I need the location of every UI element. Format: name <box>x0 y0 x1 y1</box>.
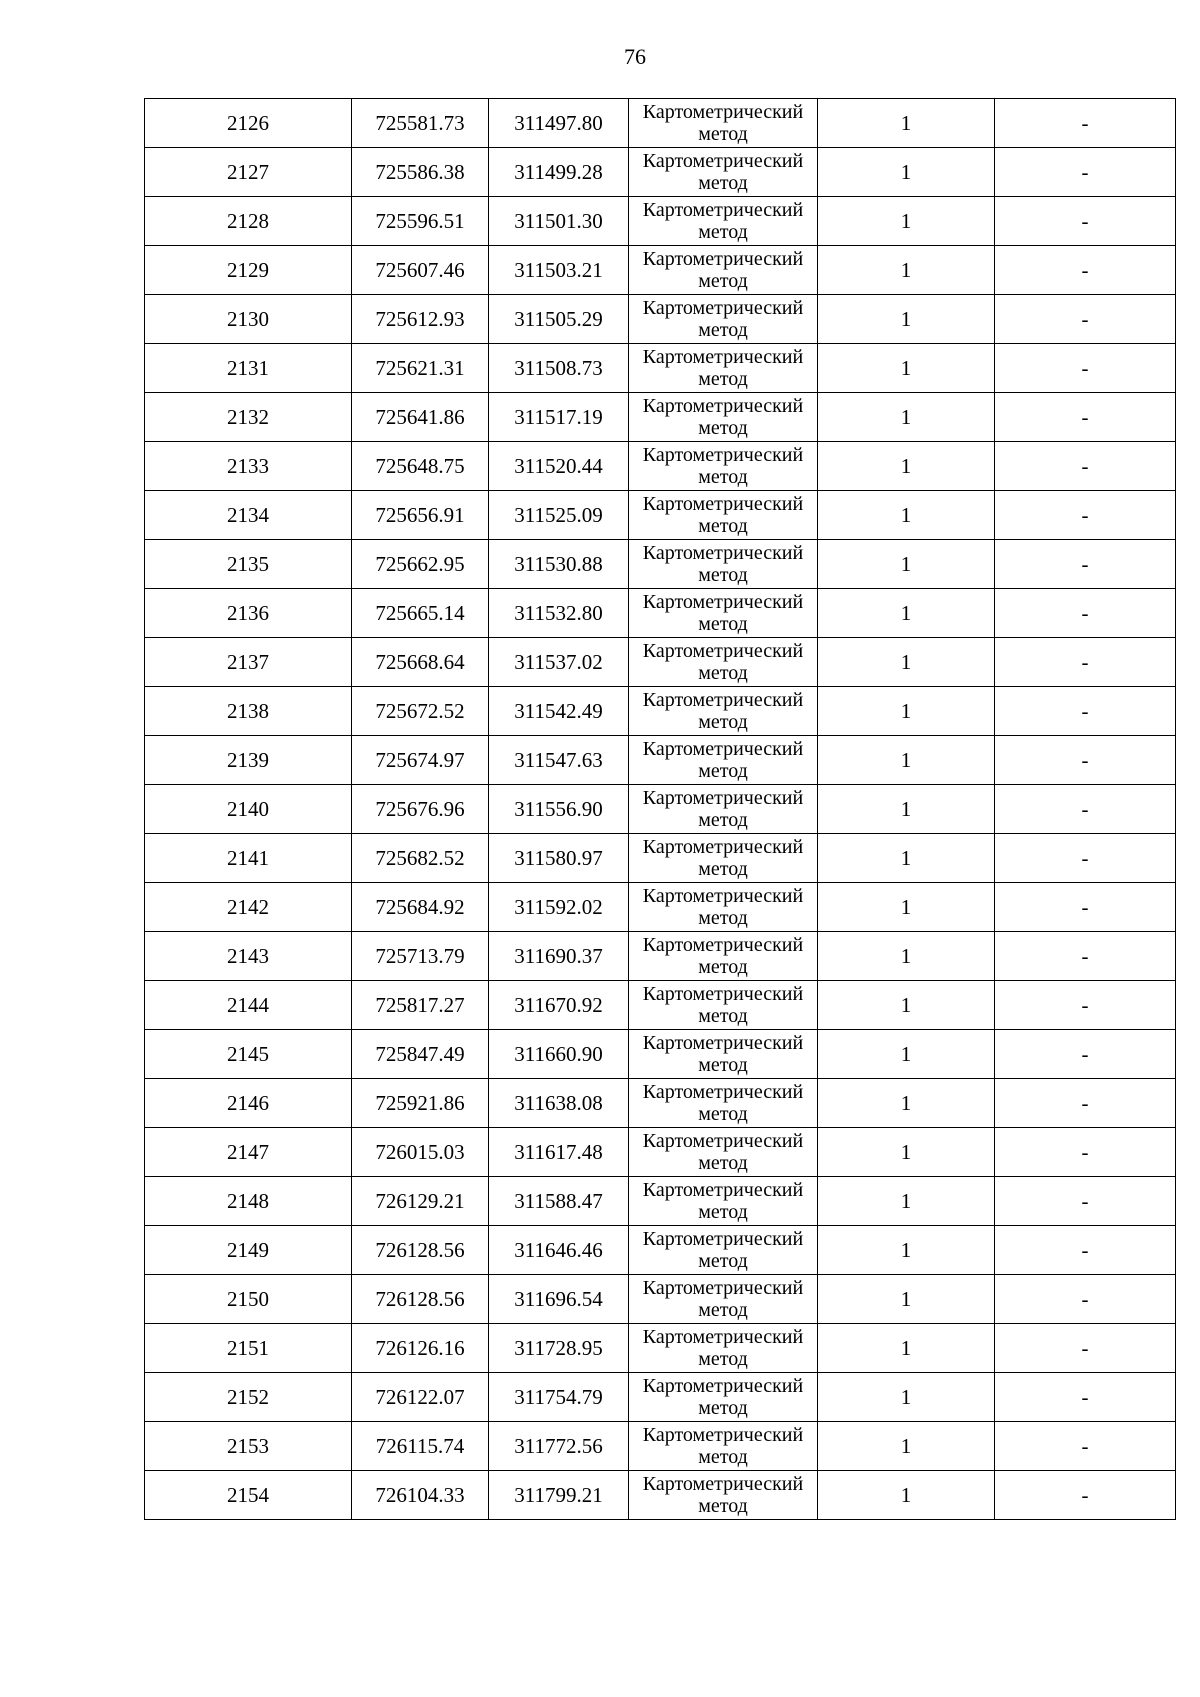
x-coordinate-cell: 725612.93 <box>352 295 489 344</box>
y-coordinate-cell: 311508.73 <box>489 344 629 393</box>
table-row <box>145 1030 1176 1079</box>
method-cell: Картометрический метод <box>629 99 818 148</box>
y-coordinate-cell: 311497.80 <box>489 99 629 148</box>
table-row <box>145 295 1176 344</box>
note-cell: - <box>995 344 1176 393</box>
table-row <box>145 883 1176 932</box>
method-cell: Картометрический метод <box>629 1373 818 1422</box>
note-cell: - <box>995 491 1176 540</box>
accuracy-cell: 1 <box>818 1226 995 1275</box>
point-number-cell: 2127 <box>145 148 352 197</box>
y-coordinate-cell: 311547.63 <box>489 736 629 785</box>
method-cell: Картометрический метод <box>629 1471 818 1520</box>
table-row <box>145 1275 1176 1324</box>
y-coordinate-cell: 311556.90 <box>489 785 629 834</box>
table-row <box>145 1471 1176 1520</box>
y-coordinate-cell: 311617.48 <box>489 1128 629 1177</box>
note-cell: - <box>995 638 1176 687</box>
accuracy-cell: 1 <box>818 295 995 344</box>
x-coordinate-cell: 725674.97 <box>352 736 489 785</box>
x-coordinate-cell: 725682.52 <box>352 834 489 883</box>
method-cell: Картометрический метод <box>629 491 818 540</box>
y-coordinate-cell: 311530.88 <box>489 540 629 589</box>
x-coordinate-cell: 726128.56 <box>352 1226 489 1275</box>
x-coordinate-cell: 725668.64 <box>352 638 489 687</box>
note-cell: - <box>995 589 1176 638</box>
x-coordinate-cell: 726104.33 <box>352 1471 489 1520</box>
table-row <box>145 491 1176 540</box>
table-row <box>145 1177 1176 1226</box>
point-number-cell: 2134 <box>145 491 352 540</box>
point-number-cell: 2130 <box>145 295 352 344</box>
method-cell: Картометрический метод <box>629 1275 818 1324</box>
accuracy-cell: 1 <box>818 99 995 148</box>
x-coordinate-cell: 725817.27 <box>352 981 489 1030</box>
table-row <box>145 442 1176 491</box>
method-cell: Картометрический метод <box>629 1226 818 1275</box>
accuracy-cell: 1 <box>818 638 995 687</box>
method-cell: Картометрический метод <box>629 1030 818 1079</box>
x-coordinate-cell: 725596.51 <box>352 197 489 246</box>
point-number-cell: 2147 <box>145 1128 352 1177</box>
table-row <box>145 1079 1176 1128</box>
method-cell: Картометрический метод <box>629 442 818 491</box>
point-number-cell: 2152 <box>145 1373 352 1422</box>
accuracy-cell: 1 <box>818 834 995 883</box>
method-cell: Картометрический метод <box>629 785 818 834</box>
point-number-cell: 2144 <box>145 981 352 1030</box>
point-number-cell: 2154 <box>145 1471 352 1520</box>
y-coordinate-cell: 311728.95 <box>489 1324 629 1373</box>
accuracy-cell: 1 <box>818 1275 995 1324</box>
x-coordinate-cell: 725581.73 <box>352 99 489 148</box>
note-cell: - <box>995 736 1176 785</box>
accuracy-cell: 1 <box>818 197 995 246</box>
table-row <box>145 589 1176 638</box>
point-number-cell: 2136 <box>145 589 352 638</box>
accuracy-cell: 1 <box>818 1030 995 1079</box>
x-coordinate-cell: 725648.75 <box>352 442 489 491</box>
accuracy-cell: 1 <box>818 344 995 393</box>
method-cell: Картометрический метод <box>629 295 818 344</box>
accuracy-cell: 1 <box>818 932 995 981</box>
y-coordinate-cell: 311501.30 <box>489 197 629 246</box>
table-row <box>145 246 1176 295</box>
x-coordinate-cell: 725672.52 <box>352 687 489 736</box>
method-cell: Картометрический метод <box>629 1422 818 1471</box>
note-cell: - <box>995 883 1176 932</box>
x-coordinate-cell: 725607.46 <box>352 246 489 295</box>
method-cell: Картометрический метод <box>629 1177 818 1226</box>
accuracy-cell: 1 <box>818 1177 995 1226</box>
accuracy-cell: 1 <box>818 1373 995 1422</box>
y-coordinate-cell: 311696.54 <box>489 1275 629 1324</box>
table-row <box>145 687 1176 736</box>
point-number-cell: 2143 <box>145 932 352 981</box>
point-number-cell: 2151 <box>145 1324 352 1373</box>
accuracy-cell: 1 <box>818 736 995 785</box>
note-cell: - <box>995 393 1176 442</box>
x-coordinate-cell: 726126.16 <box>352 1324 489 1373</box>
point-number-cell: 2133 <box>145 442 352 491</box>
note-cell: - <box>995 785 1176 834</box>
x-coordinate-cell: 725684.92 <box>352 883 489 932</box>
method-cell: Картометрический метод <box>629 197 818 246</box>
accuracy-cell: 1 <box>818 393 995 442</box>
method-cell: Картометрический метод <box>629 932 818 981</box>
x-coordinate-cell: 726015.03 <box>352 1128 489 1177</box>
x-coordinate-cell: 725662.95 <box>352 540 489 589</box>
table-row <box>145 540 1176 589</box>
x-coordinate-cell: 725656.91 <box>352 491 489 540</box>
x-coordinate-cell: 726115.74 <box>352 1422 489 1471</box>
accuracy-cell: 1 <box>818 1128 995 1177</box>
method-cell: Картометрический метод <box>629 589 818 638</box>
table-row <box>145 99 1176 148</box>
table-row <box>145 1128 1176 1177</box>
y-coordinate-cell: 311592.02 <box>489 883 629 932</box>
point-number-cell: 2153 <box>145 1422 352 1471</box>
x-coordinate-cell: 725921.86 <box>352 1079 489 1128</box>
y-coordinate-cell: 311499.28 <box>489 148 629 197</box>
note-cell: - <box>995 295 1176 344</box>
y-coordinate-cell: 311542.49 <box>489 687 629 736</box>
method-cell: Картометрический метод <box>629 981 818 1030</box>
y-coordinate-cell: 311503.21 <box>489 246 629 295</box>
y-coordinate-cell: 311532.80 <box>489 589 629 638</box>
note-cell: - <box>995 981 1176 1030</box>
note-cell: - <box>995 932 1176 981</box>
note-cell: - <box>995 834 1176 883</box>
table-body <box>145 99 1176 1520</box>
point-number-cell: 2149 <box>145 1226 352 1275</box>
x-coordinate-cell: 725665.14 <box>352 589 489 638</box>
point-number-cell: 2140 <box>145 785 352 834</box>
table-row <box>145 1373 1176 1422</box>
point-number-cell: 2138 <box>145 687 352 736</box>
note-cell: - <box>995 99 1176 148</box>
method-cell: Картометрический метод <box>629 883 818 932</box>
point-number-cell: 2141 <box>145 834 352 883</box>
point-number-cell: 2135 <box>145 540 352 589</box>
accuracy-cell: 1 <box>818 148 995 197</box>
point-number-cell: 2128 <box>145 197 352 246</box>
x-coordinate-cell: 726129.21 <box>352 1177 489 1226</box>
method-cell: Картометрический метод <box>629 1324 818 1373</box>
y-coordinate-cell: 311754.79 <box>489 1373 629 1422</box>
point-number-cell: 2132 <box>145 393 352 442</box>
accuracy-cell: 1 <box>818 1079 995 1128</box>
table-row <box>145 148 1176 197</box>
y-coordinate-cell: 311772.56 <box>489 1422 629 1471</box>
note-cell: - <box>995 246 1176 295</box>
x-coordinate-cell: 725676.96 <box>352 785 489 834</box>
point-number-cell: 2145 <box>145 1030 352 1079</box>
note-cell: - <box>995 1275 1176 1324</box>
method-cell: Картометрический метод <box>629 540 818 589</box>
method-cell: Картометрический метод <box>629 1128 818 1177</box>
note-cell: - <box>995 1422 1176 1471</box>
method-cell: Картометрический метод <box>629 1079 818 1128</box>
method-cell: Картометрический метод <box>629 834 818 883</box>
y-coordinate-cell: 311646.46 <box>489 1226 629 1275</box>
accuracy-cell: 1 <box>818 687 995 736</box>
table-row <box>145 197 1176 246</box>
note-cell: - <box>995 1324 1176 1373</box>
table-row <box>145 1226 1176 1275</box>
note-cell: - <box>995 1226 1176 1275</box>
accuracy-cell: 1 <box>818 246 995 295</box>
accuracy-cell: 1 <box>818 540 995 589</box>
table-row <box>145 932 1176 981</box>
x-coordinate-cell: 725847.49 <box>352 1030 489 1079</box>
note-cell: - <box>995 1373 1176 1422</box>
x-coordinate-cell: 726122.07 <box>352 1373 489 1422</box>
table-row <box>145 344 1176 393</box>
coordinates-table <box>144 98 1176 1520</box>
y-coordinate-cell: 311588.47 <box>489 1177 629 1226</box>
note-cell: - <box>995 1177 1176 1226</box>
accuracy-cell: 1 <box>818 981 995 1030</box>
point-number-cell: 2150 <box>145 1275 352 1324</box>
note-cell: - <box>995 687 1176 736</box>
y-coordinate-cell: 311520.44 <box>489 442 629 491</box>
y-coordinate-cell: 311799.21 <box>489 1471 629 1520</box>
y-coordinate-cell: 311517.19 <box>489 393 629 442</box>
method-cell: Картометрический метод <box>629 344 818 393</box>
note-cell: - <box>995 1079 1176 1128</box>
method-cell: Картометрический метод <box>629 687 818 736</box>
point-number-cell: 2142 <box>145 883 352 932</box>
method-cell: Картометрический метод <box>629 736 818 785</box>
note-cell: - <box>995 148 1176 197</box>
table-row <box>145 638 1176 687</box>
note-cell: - <box>995 1128 1176 1177</box>
y-coordinate-cell: 311525.09 <box>489 491 629 540</box>
method-cell: Картометрический метод <box>629 638 818 687</box>
note-cell: - <box>995 1030 1176 1079</box>
point-number-cell: 2126 <box>145 99 352 148</box>
accuracy-cell: 1 <box>818 491 995 540</box>
x-coordinate-cell: 725586.38 <box>352 148 489 197</box>
table-row <box>145 393 1176 442</box>
point-number-cell: 2146 <box>145 1079 352 1128</box>
y-coordinate-cell: 311690.37 <box>489 932 629 981</box>
point-number-cell: 2139 <box>145 736 352 785</box>
y-coordinate-cell: 311660.90 <box>489 1030 629 1079</box>
accuracy-cell: 1 <box>818 442 995 491</box>
note-cell: - <box>995 540 1176 589</box>
accuracy-cell: 1 <box>818 1324 995 1373</box>
table-row <box>145 981 1176 1030</box>
table-row <box>145 834 1176 883</box>
accuracy-cell: 1 <box>818 883 995 932</box>
x-coordinate-cell: 725621.31 <box>352 344 489 393</box>
method-cell: Картометрический метод <box>629 148 818 197</box>
note-cell: - <box>995 442 1176 491</box>
page-number: 76 <box>624 44 646 69</box>
table-row <box>145 736 1176 785</box>
point-number-cell: 2129 <box>145 246 352 295</box>
note-cell: - <box>995 197 1176 246</box>
point-number-cell: 2137 <box>145 638 352 687</box>
x-coordinate-cell: 726128.56 <box>352 1275 489 1324</box>
table-row <box>145 1422 1176 1471</box>
point-number-cell: 2131 <box>145 344 352 393</box>
accuracy-cell: 1 <box>818 785 995 834</box>
table-row <box>145 1324 1176 1373</box>
accuracy-cell: 1 <box>818 1422 995 1471</box>
y-coordinate-cell: 311505.29 <box>489 295 629 344</box>
accuracy-cell: 1 <box>818 1471 995 1520</box>
y-coordinate-cell: 311537.02 <box>489 638 629 687</box>
method-cell: Картометрический метод <box>629 246 818 295</box>
method-cell: Картометрический метод <box>629 393 818 442</box>
y-coordinate-cell: 311670.92 <box>489 981 629 1030</box>
x-coordinate-cell: 725641.86 <box>352 393 489 442</box>
x-coordinate-cell: 725713.79 <box>352 932 489 981</box>
table-row <box>145 785 1176 834</box>
accuracy-cell: 1 <box>818 589 995 638</box>
y-coordinate-cell: 311638.08 <box>489 1079 629 1128</box>
y-coordinate-cell: 311580.97 <box>489 834 629 883</box>
note-cell: - <box>995 1471 1176 1520</box>
point-number-cell: 2148 <box>145 1177 352 1226</box>
